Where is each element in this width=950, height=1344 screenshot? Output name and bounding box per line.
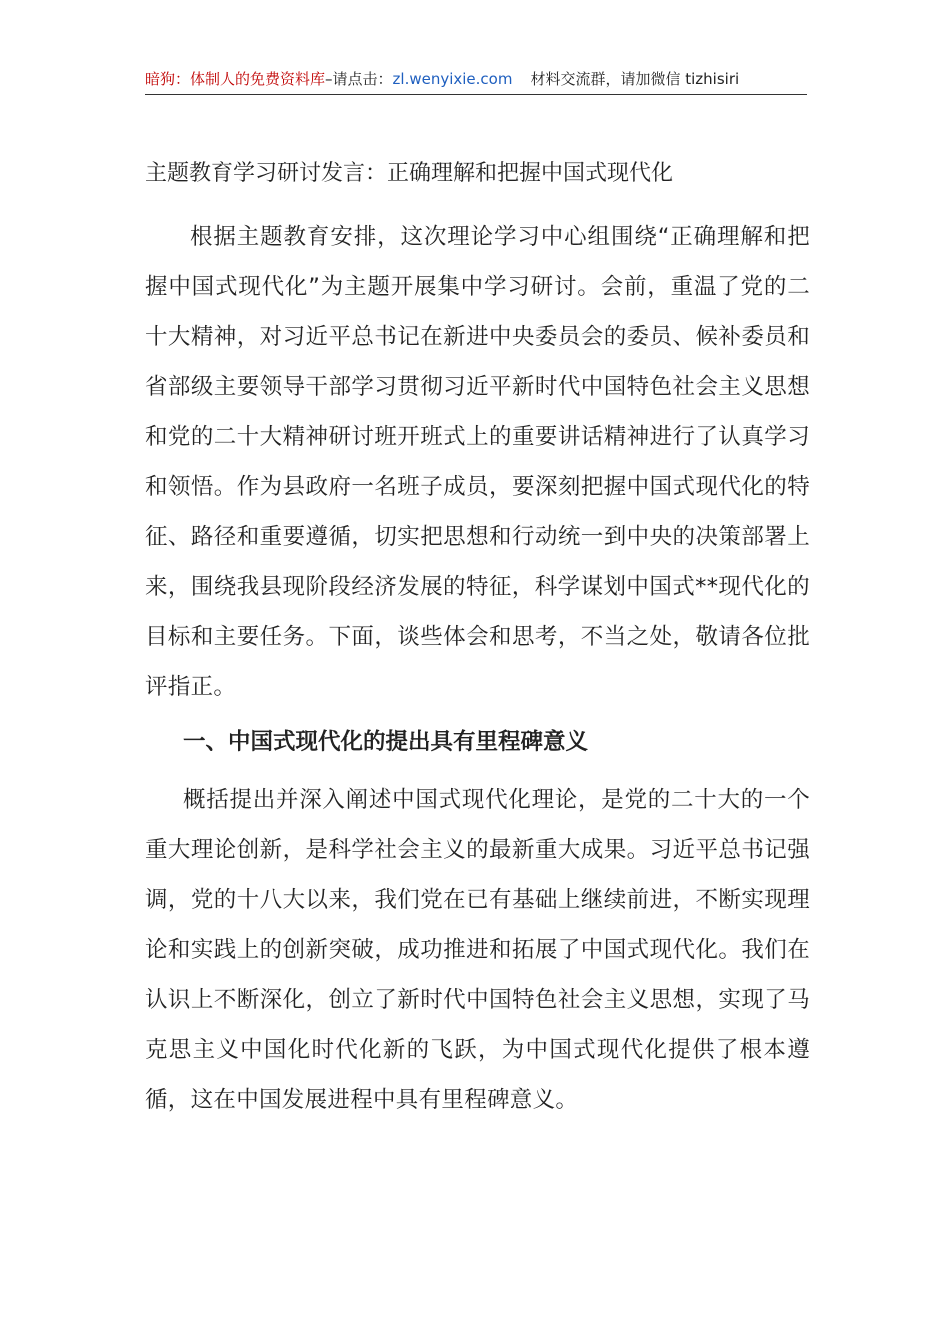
header-brand: 暗狗：体制人的免费资料库	[145, 70, 326, 88]
page-header	[145, 68, 807, 95]
header-link[interactable]: zl.wenyixie.com	[392, 70, 513, 88]
header-wechat: 材料交流群，请加微信 tizhisiri	[530, 70, 740, 88]
section-heading-1: 一、中国式现代化的提出具有里程碑意义	[183, 729, 589, 755]
header-prompt: –请点击：	[325, 70, 393, 88]
paragraph-section-1: 概括提出并深入阐述中国式现代化理论，是党的二十大的一个重大理论创新，是科学社会主义的最新重大成果。习近平总书记强调，党的十八大以来，我们党在已有基础上继续前进，不断实现理论和实践上的创新突破，成功推进和拓展了中国式现代化。我们在认识上不断深化，创立了新时代中国特色社会主义思想，实现了马克思主义中国化时代化新的飞跃，为中国式现代化提供了根本遵循，这在中国发展进程中具有里程碑意义。	[145, 787, 810, 1113]
paragraph-intro: 根据主题教育安排，这次理论学习中心组围绕“正确理解和把握中国式现代化”为主题开展集中学习研讨。会前，重温了党的二十大精神，对习近平总书记在新进中央委员会的委员、候补委员和省部级主要领导干部学习贯彻习近平新时代中国特色社会主义思想和党的二十大精神研讨班开班式上的重要讲话精神进行了认真学习和领悟。作为县政府一名班子成员，要深刻把握中国式现代化的特征、路径和重要遵循，切实把思想和行动统一到中央的决策部署上来，围绕我县现阶段经济发展的特征，科学谋划中国式**现代化的目标和主要任务。下面，谈些体会和思考，不当之处，敬请各位批评指正。	[145, 224, 810, 700]
document-title: 主题教育学习研讨发言：正确理解和把握中国式现代化	[145, 161, 674, 186]
